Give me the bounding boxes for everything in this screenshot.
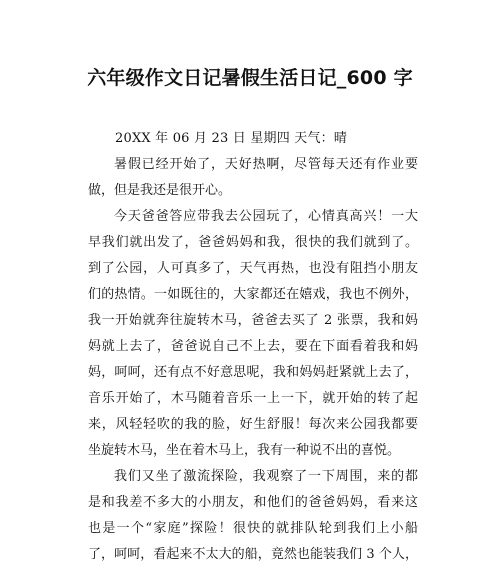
paragraph-1-line-1: 暑假已经开始了，天好热啊，尽管每天还有作业要 [114, 157, 418, 172]
paragraph-2-line-8: 音乐开始了，木马随着音乐一上一下，就开始的转了起 [88, 391, 418, 406]
paragraph-2-line-4: 们的热情。一如既往的，大家都还在嬉戏，我也不例外， [88, 287, 418, 302]
paragraph-2-line-2: 早我们就出发了，爸爸妈妈和我，很快的我们就到了。 [88, 235, 418, 250]
paragraph-2-line-5: 我一开始就奔往旋转木马，爸爸去买了 2 张票，我和妈 [88, 313, 418, 328]
paragraph-2-line-9: 来，风轻轻吹的我的脸，好生舒服！每次来公园我都要 [88, 417, 418, 432]
document-title: 六年级作文日记暑假生活日记_600 字 [87, 67, 413, 89]
diary-date-line: 20XX 年 06 月 23 日 星期四 天气：晴 [115, 131, 348, 146]
paragraph-3-line-2: 是和我差不多大的小朋友，和他们的爸爸妈妈，看来这 [88, 495, 418, 510]
paragraph-3-line-3: 也是一个“家庭”探险！很快的就排队轮到我们上小船 [88, 521, 418, 536]
paragraph-2-line-1: 今天爸爸答应带我去公园玩了，心情真高兴！一大 [114, 209, 418, 224]
paragraph-3-line-4: 了，呵呵，看起来不太大的船，竟然也能装我们 3 个人， [88, 547, 418, 562]
paragraph-3-line-1: 我们又坐了激流探险，我观察了一下周围，来的都 [114, 469, 418, 484]
paragraph-1-line-2: 做，但是我还是很开心。 [88, 183, 232, 198]
paragraph-2-line-6: 妈就上去了，爸爸说自己不上去，要在下面看着我和妈 [88, 339, 418, 354]
diary-body [88, 126, 418, 568]
paragraph-2-line-3: 到了公园，人可真多了，天气再热，也没有阻挡小朋友 [88, 261, 418, 276]
paragraph-2-line-7: 妈，呵呵，还有点不好意思呢，我和妈妈赶紧就上去了， [88, 365, 418, 380]
paragraph-2-line-10: 坐旋转木马，坐在着木马上，我有一种说不出的喜悦。 [88, 443, 401, 458]
